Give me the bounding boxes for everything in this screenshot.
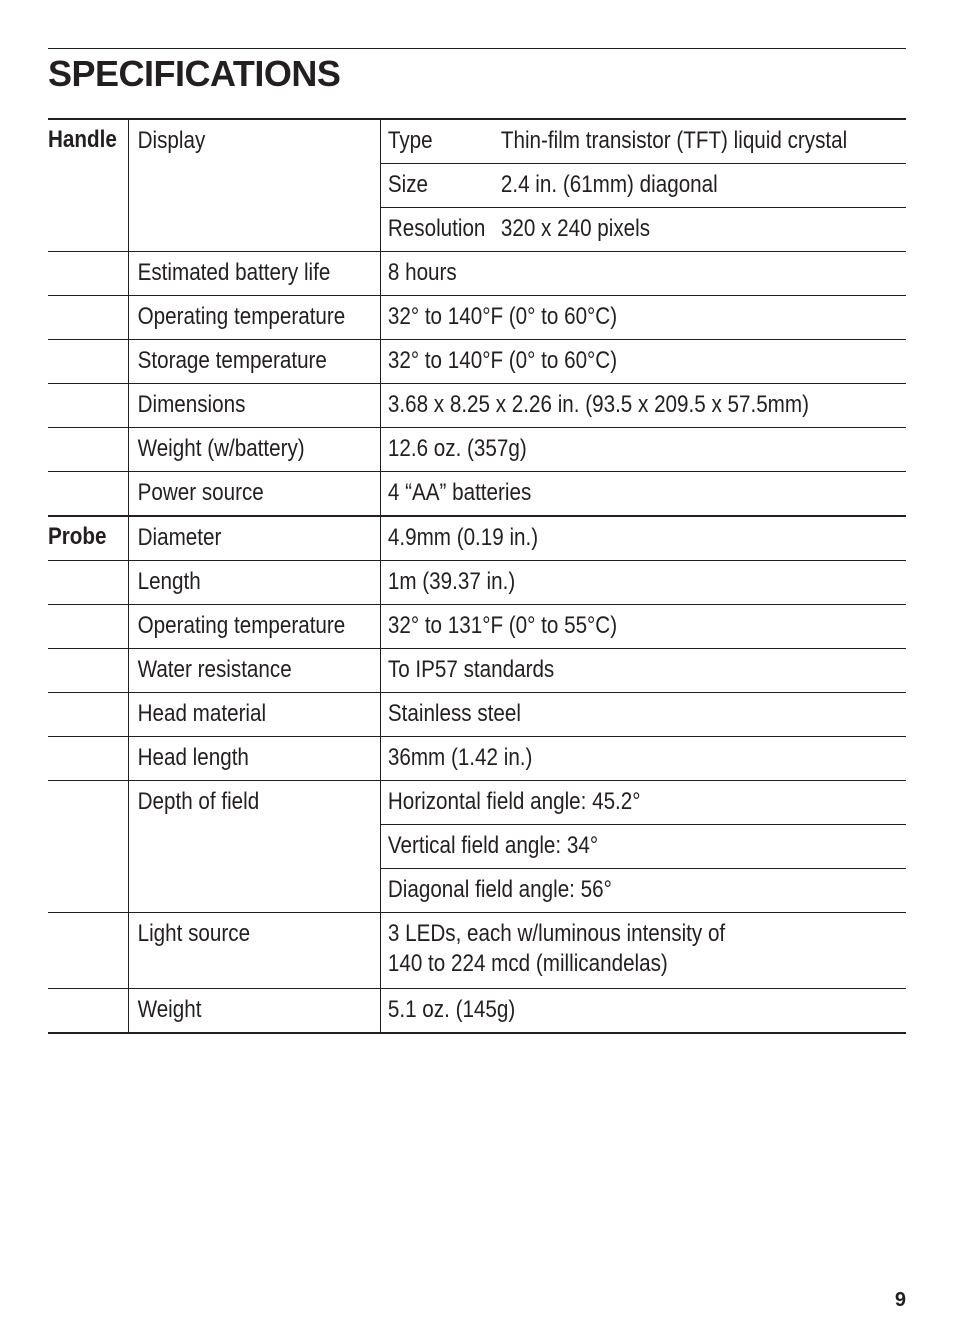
group-cell [48,693,129,737]
value-text: 4.9mm (0.19 in.) [387,524,539,551]
group-cell [48,428,129,472]
param-cell [129,340,381,384]
value-cell [494,164,906,208]
param-cell [129,252,381,296]
param-cell [129,472,381,517]
group-label-probe: Probe [48,523,107,550]
group-cell [48,737,129,781]
sub-label: Size [387,171,429,198]
sub-cell [381,164,495,208]
value-text: 36mm (1.42 in.) [387,744,533,771]
param-cell [129,913,381,989]
sub-cell [381,119,495,164]
param-cell [129,296,381,340]
group-cell [48,781,129,913]
table-row [48,649,906,693]
value-cell [381,781,907,825]
table-row [48,340,906,384]
table-row [48,561,906,605]
table-row [48,516,906,561]
value-text-line-2: 140 to 224 mcd (millicandelas) [387,950,668,977]
table-row [48,737,906,781]
value-cell [381,989,907,1034]
table-row [48,989,906,1034]
value-cell [494,119,906,164]
param-cell [129,561,381,605]
value-cell [381,384,907,428]
value-text: 32° to 140°F (0° to 60°C) [387,303,618,330]
top-rule [48,48,906,49]
value-cell [381,516,907,561]
param-label: Water resistance [137,656,292,683]
table-row [48,296,906,340]
value-text: 8 hours [387,259,457,286]
table-row [48,781,906,825]
value-cell [381,693,907,737]
value-cell [381,649,907,693]
group-cell [48,384,129,428]
group-cell [48,649,129,693]
param-light-source: Light source [137,920,251,947]
param-depth-of-field: Depth of field [137,788,260,815]
group-cell [48,252,129,296]
table-row [48,384,906,428]
value-text: 32° to 131°F (0° to 55°C) [387,612,618,639]
param-cell [129,119,381,252]
group-cell-probe [48,516,129,561]
param-label: Weight (w/battery) [137,435,305,462]
value-cell [381,296,907,340]
page-title: SPECIFICATIONS [48,53,341,94]
param-cell [129,989,381,1034]
group-cell [48,989,129,1034]
param-cell [129,516,381,561]
param-weight: Weight [137,996,202,1023]
sub-label: Type [387,127,433,154]
value-cell [381,252,907,296]
param-label: Estimated battery life [137,259,331,286]
param-label: Power source [137,479,264,506]
table-row [48,605,906,649]
value-cell [381,605,907,649]
group-cell-handle [48,119,129,252]
table-row [48,693,906,737]
group-label-handle: Handle [48,126,117,153]
value-text-line-1: 3 LEDs, each w/luminous intensity of [387,920,726,947]
value-cell [381,340,907,384]
table-row [48,252,906,296]
value-cell [494,208,906,252]
param-label: Diameter [137,524,222,551]
sub-cell [381,208,495,252]
group-cell [48,472,129,517]
table-row [48,472,906,517]
param-label: Dimensions [137,391,246,418]
value-text: To IP57 standards [387,656,555,683]
value-text: Vertical field angle: 34° [387,832,599,859]
value-text: Thin-film transistor (TFT) liquid crystal [500,127,848,154]
param-label: Head material [137,700,267,727]
sub-label: Resolution [387,215,486,242]
value-cell [381,913,907,989]
value-text: 3.68 x 8.25 x 2.26 in. (93.5 x 209.5 x 57.5mm) [387,391,809,418]
param-cell [129,649,381,693]
param-label: Operating temperature [137,612,346,639]
group-cell [48,340,129,384]
value-cell [381,869,907,913]
table-row [48,428,906,472]
param-label: Operating temperature [137,303,346,330]
value-text: 4 “AA” batteries [387,479,532,506]
param-cell [129,428,381,472]
group-cell [48,561,129,605]
value-text: Diagonal field angle: 56° [387,876,612,903]
value-text: 5.1 oz. (145g) [387,996,516,1023]
value-cell [381,825,907,869]
value-cell [381,737,907,781]
value-cell [381,428,907,472]
specifications-table [48,118,906,1034]
value-text: Stainless steel [387,700,521,727]
param-cell [129,693,381,737]
value-text: 32° to 140°F (0° to 60°C) [387,347,618,374]
param-cell [129,737,381,781]
param-label: Head length [137,744,249,771]
value-text: 1m (39.37 in.) [387,568,516,595]
table-row [48,119,906,164]
group-cell [48,605,129,649]
param-cell [129,384,381,428]
param-label: Length [137,568,201,595]
param-cell [129,605,381,649]
param-cell [129,781,381,913]
page-number: 9 [894,1289,906,1311]
value-cell [381,561,907,605]
table-row [48,913,906,989]
group-cell [48,296,129,340]
value-text: 12.6 oz. (357g) [387,435,527,462]
value-text: 320 x 240 pixels [500,215,651,242]
param-display: Display [137,127,206,154]
param-label: Storage temperature [137,347,327,374]
value-text: 2.4 in. (61mm) diagonal [500,171,718,198]
value-cell [381,472,907,517]
value-text: Horizontal field angle: 45.2° [387,788,641,815]
group-cell [48,913,129,989]
